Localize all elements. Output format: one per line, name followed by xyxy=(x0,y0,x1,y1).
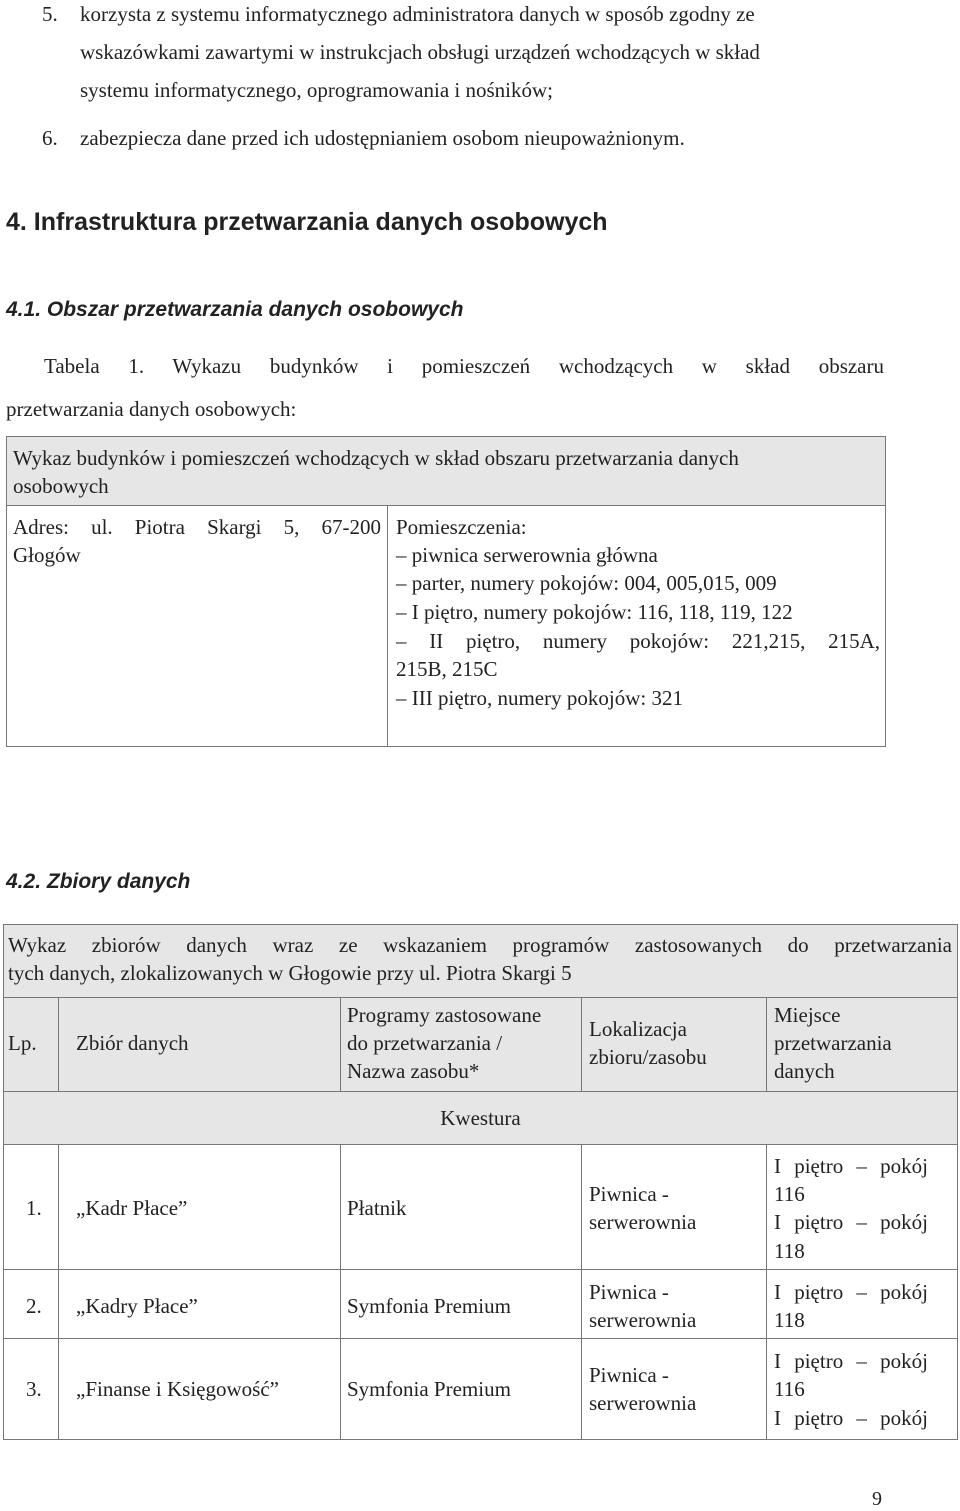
table-1-address-line-1: Adres: ul. Piotra Skargi 5, 67-200 xyxy=(13,515,381,539)
list-item-5-line-1: korzysta z systemu informatycznego administratora danych w sposób zgodny ze xyxy=(80,2,755,26)
table-1-address-line-2: Głogów xyxy=(13,543,81,567)
row-1-miejsce-line-2: 116 xyxy=(774,1182,805,1206)
table-1-room-2: – parter, numery pokojów: 004, 005,015, 009 xyxy=(396,571,777,595)
column-header-miejsce-line-3: danych xyxy=(774,1059,835,1083)
table-1-room-5: – III piętro, numery pokojów: 321 xyxy=(396,686,683,710)
row-3-lp: 3. xyxy=(26,1377,42,1401)
table-1-header-line-2: osobowych xyxy=(13,474,109,498)
row-2-program: Symfonia Premium xyxy=(347,1294,511,1318)
section-4-heading: 4. Infrastruktura przetwarzania danych osobowych xyxy=(6,208,608,236)
row-2-miejsce-line-2: 118 xyxy=(774,1308,805,1332)
row-2-lokalizacja-line-1: Piwnica - xyxy=(589,1280,669,1304)
row-3-lokalizacja-line-1: Piwnica - xyxy=(589,1363,669,1387)
row-1-lokalizacja-line-1: Piwnica - xyxy=(589,1182,669,1206)
row-2-miejsce-line-1: I piętro – pokój xyxy=(774,1280,928,1304)
list-item-6-line-1: zabezpiecza dane przed ich udostępnianiem osobom nieupoważnionym. xyxy=(80,126,685,150)
row-1-miejsce-line-1: I piętro – pokój xyxy=(774,1154,928,1178)
row-2-zbior: „Kadry Płace” xyxy=(76,1294,198,1318)
row-1-lp: 1. xyxy=(26,1196,42,1220)
table-2-group-label: Kwestura xyxy=(440,1106,521,1130)
column-header-programy-line-3: Nazwa zasobu* xyxy=(347,1059,480,1083)
page-number: 9 xyxy=(872,1488,882,1510)
list-item-5-line-2: wskazówkami zawartymi w instrukcjach obsługi urządzeń wchodzących w skład xyxy=(80,40,760,64)
column-header-miejsce-line-2: przetwarzania xyxy=(774,1031,892,1055)
row-3-zbior: „Finanse i Księgowość” xyxy=(76,1377,279,1401)
table-1-header-line-1: Wykaz budynków i pomieszczeń wchodzących w skład obszaru przetwarzania danych xyxy=(13,446,739,470)
table-1-caption-line-1: Tabela 1. Wykazu budynków i pomieszczeń wchodzących w skład obszaru xyxy=(44,354,884,378)
row-3-miejsce-line-2: 116 xyxy=(774,1377,805,1401)
column-header-programy-line-2: do przetwarzania / xyxy=(347,1031,503,1055)
table-1-room-3: – I piętro, numery pokojów: 116, 118, 119, 122 xyxy=(396,600,793,624)
row-2-lokalizacja-line-2: serwerownia xyxy=(589,1308,697,1332)
row-1-lokalizacja-line-2: serwerownia xyxy=(589,1210,697,1234)
table-1-caption-line-2: przetwarzania danych osobowych: xyxy=(6,397,297,421)
column-header-miejsce-line-1: Miejsce xyxy=(774,1003,841,1027)
column-header-lokalizacja-line-2: zbioru/zasobu xyxy=(589,1045,707,1069)
table-2-header-line-2: tych danych, zlokalizowanych w Głogowie przy ul. Piotra Skargi 5 xyxy=(8,961,572,985)
section-4-1-heading: 4.1. Obszar przetwarzania danych osobowych xyxy=(6,298,464,321)
column-header-zbior: Zbiór danych xyxy=(76,1031,189,1055)
row-3-program: Symfonia Premium xyxy=(347,1377,511,1401)
table-1-room-4-cont: 215B, 215C xyxy=(396,657,498,681)
row-1-miejsce-line-4: 118 xyxy=(774,1239,805,1263)
column-header-programy-line-1: Programy zastosowane xyxy=(347,1003,542,1027)
list-item-5-number: 5. xyxy=(42,2,58,26)
column-header-lokalizacja-line-1: Lokalizacja xyxy=(589,1017,687,1041)
row-3-miejsce-line-1: I piętro – pokój xyxy=(774,1349,928,1373)
row-2-lp: 2. xyxy=(26,1294,42,1318)
row-3-lokalizacja-line-2: serwerownia xyxy=(589,1391,697,1415)
row-1-program: Płatnik xyxy=(347,1196,407,1220)
list-item-5-line-3: systemu informatycznego, oprogramowania i nośników; xyxy=(80,78,553,102)
row-3-miejsce-line-3: I piętro – pokój xyxy=(774,1406,928,1430)
table-1-room-1: – piwnica serwerownia główna xyxy=(396,543,658,567)
list-item-6-number: 6. xyxy=(42,126,58,150)
column-header-lp: Lp. xyxy=(8,1031,37,1055)
table-2-header-line-1: Wykaz zbiorów danych wraz ze wskazaniem programów zastosowanych do przetwarzania xyxy=(8,933,952,957)
table-1-rooms-title: Pomieszczenia: xyxy=(396,515,527,539)
row-1-miejsce-line-3: I piętro – pokój xyxy=(774,1210,928,1234)
table-1-room-4: – II piętro, numery pokojów: 221,215, 215A, xyxy=(396,629,880,653)
section-4-2-heading: 4.2. Zbiory danych xyxy=(6,870,191,893)
row-1-zbior: „Kadr Płace” xyxy=(76,1196,188,1220)
